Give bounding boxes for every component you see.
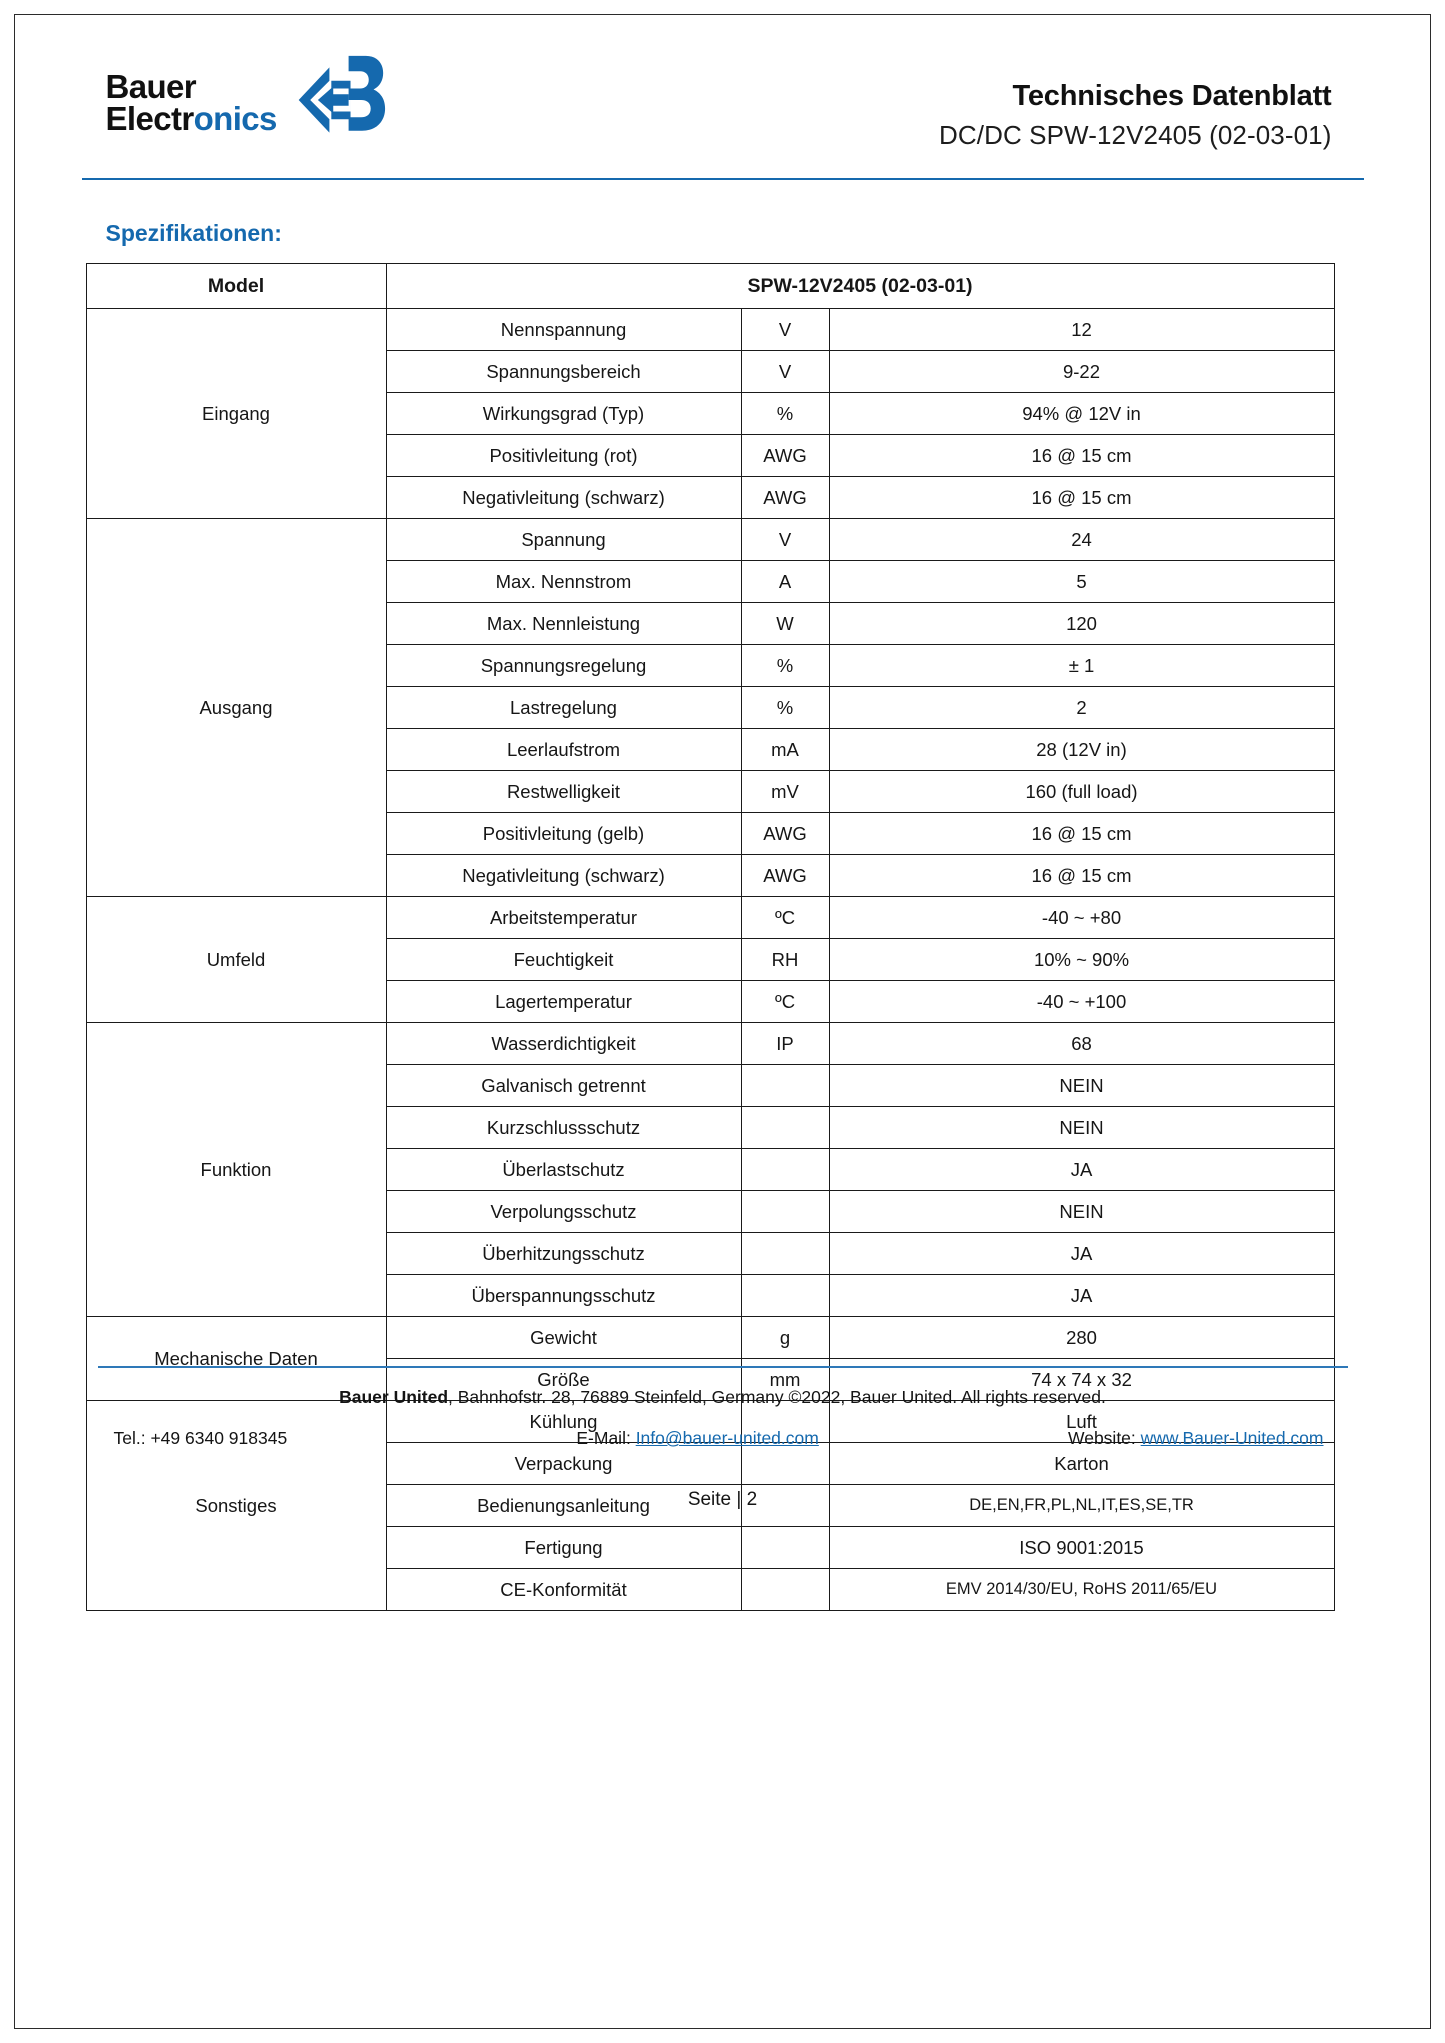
value-cell: 68 bbox=[829, 1023, 1334, 1065]
parameter-label: Kurzschlussschutz bbox=[386, 1107, 741, 1149]
table-row bbox=[86, 519, 1334, 561]
value-cell: 2 bbox=[829, 687, 1334, 729]
parameter-label: CE-Konformität bbox=[386, 1569, 741, 1611]
footer-divider bbox=[98, 1366, 1348, 1368]
parameter-label: Arbeitstemperatur bbox=[386, 897, 741, 939]
parameter-label: Bedienungsanleitung bbox=[386, 1485, 741, 1527]
parameter-label: Nennspannung bbox=[386, 309, 741, 351]
unit-label bbox=[741, 1527, 829, 1569]
brand-logo bbox=[106, 56, 387, 150]
header-model-value: SPW-12V2405 (02-03-01) bbox=[386, 264, 1334, 309]
parameter-label: Spannungsbereich bbox=[386, 351, 741, 393]
parameter-label: Überspannungsschutz bbox=[386, 1275, 741, 1317]
page-title: Technisches Datenblatt bbox=[1012, 80, 1332, 112]
value-cell: -40 ~ +100 bbox=[829, 981, 1334, 1023]
parameter-label: Gewicht bbox=[386, 1317, 741, 1359]
value-cell: 16 @ 15 cm bbox=[829, 477, 1334, 519]
parameter-label: Wirkungsgrad (Typ) bbox=[386, 393, 741, 435]
value-cell: 16 @ 15 cm bbox=[829, 813, 1334, 855]
brand-logo-line1: Bauer bbox=[105, 67, 197, 105]
value-cell: 160 (full load) bbox=[829, 771, 1334, 813]
value-cell: NEIN bbox=[829, 1191, 1334, 1233]
table-row bbox=[86, 1023, 1334, 1065]
unit-label: A bbox=[741, 561, 829, 603]
page-number: Seite | 2 bbox=[687, 1489, 758, 1510]
value-cell: Karton bbox=[829, 1443, 1334, 1485]
group-label: Mechanische Daten bbox=[86, 1317, 386, 1401]
parameter-label: Restwelligkeit bbox=[386, 771, 741, 813]
footer-company-line bbox=[86, 1387, 1360, 1408]
footer-email bbox=[576, 1428, 818, 1449]
page-footer bbox=[86, 1366, 1360, 1511]
value-cell: 16 @ 15 cm bbox=[829, 435, 1334, 477]
footer-company-name: Bauer United bbox=[339, 1387, 449, 1407]
value-cell: 10% ~ 90% bbox=[829, 939, 1334, 981]
parameter-label: Feuchtigkeit bbox=[386, 939, 741, 981]
parameter-label: Negativleitung (schwarz) bbox=[386, 477, 741, 519]
brand-wordmark bbox=[105, 67, 277, 137]
unit-label: W bbox=[741, 603, 829, 645]
parameter-label: Spannung bbox=[386, 519, 741, 561]
unit-label bbox=[741, 1149, 829, 1191]
value-cell: JA bbox=[829, 1149, 1334, 1191]
value-cell: 280 bbox=[829, 1317, 1334, 1359]
footer-email-link[interactable]: Info@bauer-united.com bbox=[635, 1428, 819, 1448]
parameter-label: Positivleitung (gelb) bbox=[386, 813, 741, 855]
footer-address: , Bahnhofstr. 28, 76889 Steinfeld, Germany ©2022, Bauer United. All rights reserved. bbox=[448, 1387, 1106, 1407]
value-cell: 5 bbox=[829, 561, 1334, 603]
brand-logo-line2-dark: Electr bbox=[105, 100, 194, 137]
unit-label bbox=[741, 1107, 829, 1149]
header-divider bbox=[82, 178, 1364, 180]
parameter-label: Max. Nennstrom bbox=[386, 561, 741, 603]
unit-label bbox=[741, 1569, 829, 1611]
parameter-label: Negativleitung (schwarz) bbox=[386, 855, 741, 897]
value-cell: Luft bbox=[829, 1401, 1334, 1443]
page-header bbox=[68, 40, 1378, 164]
parameter-label: Wasserdichtigkeit bbox=[386, 1023, 741, 1065]
parameter-label: Leerlaufstrom bbox=[386, 729, 741, 771]
parameter-label: Lastregelung bbox=[386, 687, 741, 729]
unit-label: mA bbox=[741, 729, 829, 771]
value-cell: 120 bbox=[829, 603, 1334, 645]
unit-label: AWG bbox=[741, 477, 829, 519]
footer-website-label: Website: bbox=[1068, 1428, 1141, 1448]
parameter-label: Verpackung bbox=[386, 1443, 741, 1485]
parameter-label: Verpolungsschutz bbox=[386, 1191, 741, 1233]
unit-label: AWG bbox=[741, 435, 829, 477]
group-label: Sonstiges bbox=[86, 1401, 386, 1611]
group-label: Funktion bbox=[86, 1023, 386, 1317]
parameter-label: Kühlung bbox=[386, 1401, 741, 1443]
footer-contact-line bbox=[86, 1428, 1360, 1449]
parameter-label: Überhitzungsschutz bbox=[386, 1233, 741, 1275]
value-cell: NEIN bbox=[829, 1065, 1334, 1107]
value-cell: 94% @ 12V in bbox=[829, 393, 1334, 435]
table-header-row bbox=[86, 264, 1334, 309]
value-cell: DE,EN,FR,PL,NL,IT,ES,SE,TR bbox=[829, 1485, 1334, 1527]
value-cell: ± 1 bbox=[829, 645, 1334, 687]
section-heading: Spezifikationen: bbox=[105, 220, 282, 246]
table-row bbox=[86, 1317, 1334, 1359]
value-cell: 16 @ 15 cm bbox=[829, 855, 1334, 897]
group-label: Umfeld bbox=[86, 897, 386, 1023]
value-cell: 74 x 74 x 32 bbox=[829, 1359, 1334, 1401]
unit-label: V bbox=[741, 519, 829, 561]
table-row bbox=[86, 309, 1334, 351]
header-title-block bbox=[939, 80, 1331, 151]
parameter-label: Spannungsregelung bbox=[386, 645, 741, 687]
brand-logo-line2-blue: onics bbox=[193, 100, 277, 137]
value-cell: 28 (12V in) bbox=[829, 729, 1334, 771]
unit-label: % bbox=[741, 393, 829, 435]
unit-label bbox=[741, 1275, 829, 1317]
parameter-label: Positivleitung (rot) bbox=[386, 435, 741, 477]
header-model-label: Model bbox=[86, 264, 386, 309]
unit-label: RH bbox=[741, 939, 829, 981]
unit-label: IP bbox=[741, 1023, 829, 1065]
bauer-arrow-b-logo-icon bbox=[291, 50, 387, 150]
unit-label bbox=[741, 1065, 829, 1107]
unit-label: % bbox=[741, 687, 829, 729]
parameter-label: Max. Nennleistung bbox=[386, 603, 741, 645]
unit-label: AWG bbox=[741, 855, 829, 897]
value-cell: 9-22 bbox=[829, 351, 1334, 393]
unit-label: mV bbox=[741, 771, 829, 813]
unit-label: V bbox=[741, 351, 829, 393]
unit-label: AWG bbox=[741, 813, 829, 855]
value-cell: JA bbox=[829, 1233, 1334, 1275]
unit-label: V bbox=[741, 309, 829, 351]
group-label: Eingang bbox=[86, 309, 386, 519]
value-cell: NEIN bbox=[829, 1107, 1334, 1149]
value-cell: ISO 9001:2015 bbox=[829, 1527, 1334, 1569]
parameter-label: Galvanisch getrennt bbox=[386, 1065, 741, 1107]
unit-label: g bbox=[741, 1317, 829, 1359]
value-cell: JA bbox=[829, 1275, 1334, 1317]
footer-email-label: E-Mail: bbox=[576, 1428, 636, 1448]
value-cell: 12 bbox=[829, 309, 1334, 351]
value-cell: EMV 2014/30/EU, RoHS 2011/65/EU bbox=[829, 1569, 1334, 1611]
unit-label: ºC bbox=[741, 981, 829, 1023]
unit-label: mm bbox=[741, 1359, 829, 1401]
unit-label bbox=[741, 1191, 829, 1233]
parameter-label: Überlastschutz bbox=[386, 1149, 741, 1191]
page-subtitle: DC/DC SPW-12V2405 (02-03-01) bbox=[939, 120, 1332, 150]
footer-telephone: Tel.: +49 6340 918345 bbox=[113, 1428, 288, 1448]
group-label: Ausgang bbox=[86, 519, 386, 897]
value-cell: 24 bbox=[829, 519, 1334, 561]
value-cell: -40 ~ +80 bbox=[829, 897, 1334, 939]
parameter-label: Größe bbox=[386, 1359, 741, 1401]
parameter-label: Fertigung bbox=[386, 1527, 741, 1569]
unit-label bbox=[741, 1233, 829, 1275]
footer-website-link[interactable]: www.Bauer-United.com bbox=[1140, 1428, 1324, 1448]
unit-label: ºC bbox=[741, 897, 829, 939]
parameter-label: Lagertemperatur bbox=[386, 981, 741, 1023]
unit-label: % bbox=[741, 645, 829, 687]
footer-website bbox=[1068, 1428, 1323, 1449]
table-row bbox=[86, 897, 1334, 939]
